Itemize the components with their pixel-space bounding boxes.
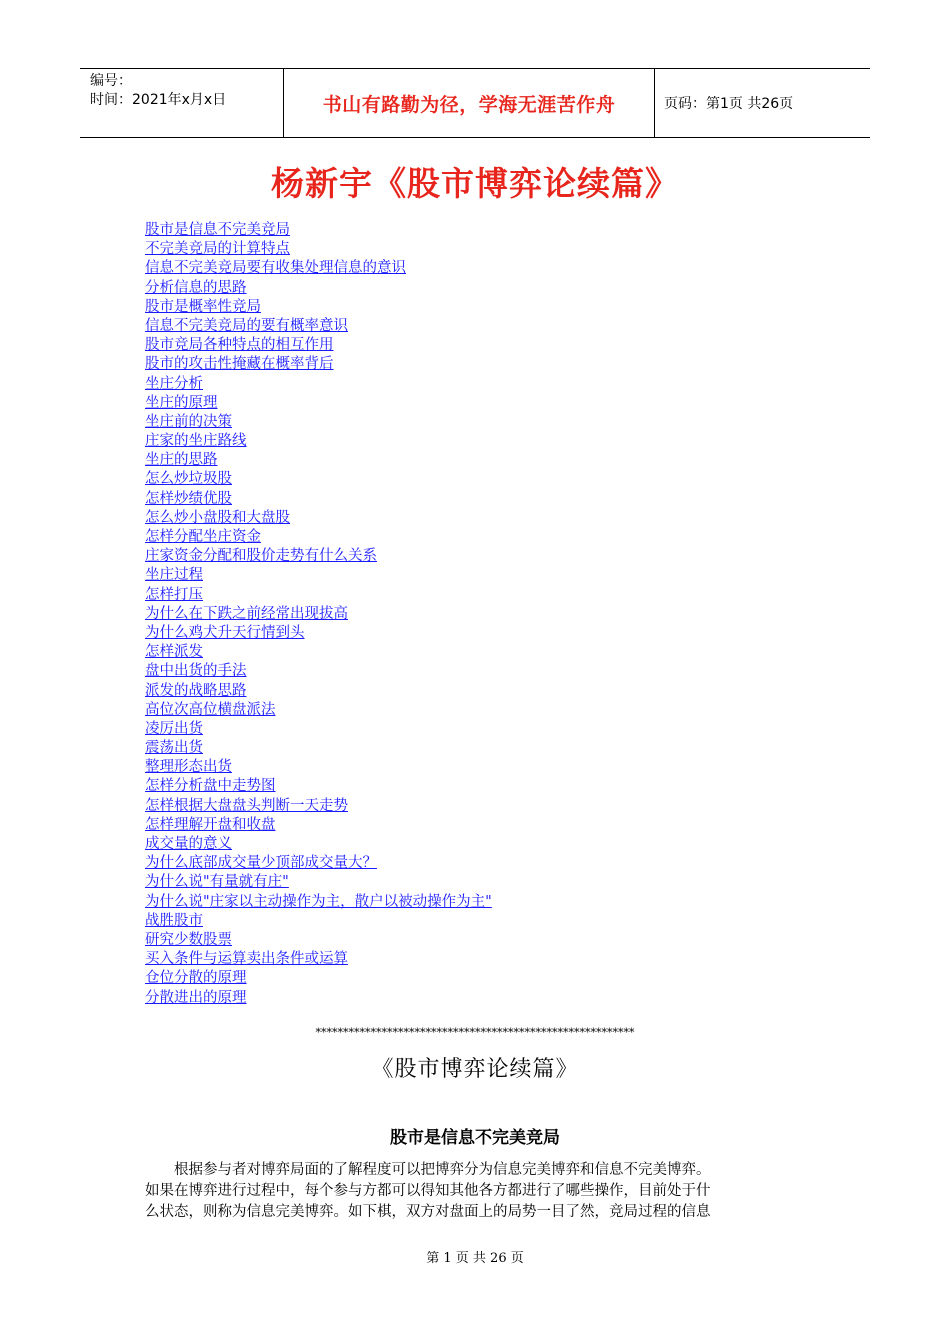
body-paragraph xyxy=(145,1160,801,1223)
toc-item xyxy=(145,720,492,739)
toc-link[interactable]: 怎样派发 xyxy=(145,644,203,661)
header-motto: 书山有路勤为径，学海无涯苦作舟 xyxy=(283,69,655,137)
toc-link[interactable]: 凌厉出货 xyxy=(145,720,203,737)
time-label: 时间：2021年x月x日 xyxy=(90,92,227,108)
toc-link[interactable]: 高位次高位横盘派法 xyxy=(145,701,276,718)
toc-item xyxy=(145,624,492,643)
toc-link[interactable]: 坐庄分析 xyxy=(145,375,203,392)
toc-link[interactable]: 为什么说"庄家以主动操作为主，散户以被动操作为主" xyxy=(145,893,492,910)
toc-link[interactable]: 分散进出的原理 xyxy=(145,989,247,1006)
separator-line: ********************************************************** xyxy=(315,1026,635,1039)
toc-item xyxy=(145,221,492,240)
toc-item xyxy=(145,259,492,278)
toc-item xyxy=(145,355,492,374)
toc-link[interactable]: 战胜股市 xyxy=(145,912,203,929)
document-title: 杨新宇《股市博弈论续篇》 xyxy=(271,164,679,203)
subtitle: 《股市博弈论续篇》 xyxy=(371,1057,579,1082)
toc-link[interactable]: 为什么说"有量就有庄" xyxy=(145,874,289,891)
toc-link[interactable]: 庄家的坐庄路线 xyxy=(145,433,247,450)
toc-item xyxy=(145,490,492,509)
toc-link[interactable]: 盘中出货的手法 xyxy=(145,663,247,680)
toc-item xyxy=(145,739,492,758)
toc-item xyxy=(145,240,492,259)
page-header xyxy=(80,68,870,138)
toc-link[interactable]: 怎样分析盘中走势图 xyxy=(145,778,276,795)
toc-link[interactable]: 坐庄前的决策 xyxy=(145,413,232,430)
toc-item xyxy=(145,893,492,912)
toc-item xyxy=(145,451,492,470)
toc-link[interactable]: 不完美竞局的计算特点 xyxy=(145,241,290,258)
toc-item xyxy=(145,413,492,432)
toc-link[interactable]: 股市是信息不完美竞局 xyxy=(145,222,290,238)
toc-link[interactable]: 仓位分散的原理 xyxy=(145,970,247,987)
toc-link[interactable]: 信息不完美竞局要有收集处理信息的意识 xyxy=(145,260,406,277)
toc-item xyxy=(145,509,492,528)
toc-item xyxy=(145,317,492,336)
toc-link[interactable]: 怎么炒小盘股和大盘股 xyxy=(145,509,290,526)
toc-item xyxy=(145,394,492,413)
paragraph-line: 根据参与者对博弈局面的了解程度可以把博弈分为信息完美博弈和信息不完美博弈。 xyxy=(174,1162,711,1178)
toc-link[interactable]: 成交量的意义 xyxy=(145,836,232,852)
paragraph-line: 如果在博弈进行过程中，每个参与方都可以得知其他各方都进行了哪些操作，目前处于什 xyxy=(145,1183,711,1199)
toc-item xyxy=(145,298,492,317)
toc-link[interactable]: 怎样打压 xyxy=(145,586,203,603)
toc-item xyxy=(145,777,492,796)
toc-link[interactable]: 为什么在下跌之前经常出现拔高 xyxy=(145,605,348,622)
header-meta xyxy=(80,69,283,137)
toc-item xyxy=(145,566,492,585)
toc-item xyxy=(145,375,492,394)
toc-item xyxy=(145,643,492,662)
toc-item xyxy=(145,586,492,605)
toc-item xyxy=(145,701,492,720)
toc-item xyxy=(145,432,492,451)
toc-item xyxy=(145,854,492,873)
toc-link[interactable]: 分析信息的思路 xyxy=(145,279,247,296)
toc-link[interactable]: 为什么鸡犬升天行情到头 xyxy=(145,624,305,641)
toc-item xyxy=(145,969,492,988)
toc-link[interactable]: 坐庄过程 xyxy=(145,567,203,584)
toc-link[interactable]: 为什么底部成交量少顶部成交量大？ xyxy=(145,855,377,872)
toc-link[interactable]: 股市竞局各种特点的相互作用 xyxy=(145,337,334,354)
toc-link[interactable]: 买入条件与运算卖出条件或运算 xyxy=(145,951,348,968)
toc-link[interactable]: 怎样理解开盘和收盘 xyxy=(145,816,276,833)
toc-link[interactable]: 派发的战略思路 xyxy=(145,682,247,699)
toc-item xyxy=(145,950,492,969)
toc-item xyxy=(145,279,492,298)
toc-item xyxy=(145,605,492,624)
paragraph-line: 么状态，则称为信息完美博弈。如下棋，双方对盘面上的局势一目了然，竞局过程的信息 xyxy=(145,1204,711,1220)
toc-link[interactable]: 信息不完美竞局的要有概率意识 xyxy=(145,317,348,334)
toc-item xyxy=(145,989,492,1008)
toc-link[interactable]: 庄家资金分配和股价走势有什么关系 xyxy=(145,548,377,565)
toc-item xyxy=(145,816,492,835)
toc-item xyxy=(145,797,492,816)
toc-link[interactable]: 研究少数股票 xyxy=(145,931,232,948)
toc-link[interactable]: 坐庄的思路 xyxy=(145,452,218,469)
toc-link[interactable]: 整理形态出货 xyxy=(145,759,232,776)
toc-link[interactable]: 怎样分配坐庄资金 xyxy=(145,529,261,545)
number-label: 编号： xyxy=(90,73,132,89)
toc-item xyxy=(145,528,492,547)
table-of-contents xyxy=(145,221,492,1008)
toc-item xyxy=(145,662,492,681)
toc-item xyxy=(145,835,492,854)
toc-link[interactable]: 怎么炒垃圾股 xyxy=(145,471,232,488)
toc-link[interactable]: 股市是概率性竞局 xyxy=(145,298,261,315)
toc-link[interactable]: 怎样根据大盘盘头判断一天走势 xyxy=(145,797,348,814)
toc-item xyxy=(145,873,492,892)
toc-link[interactable]: 怎样炒绩优股 xyxy=(145,490,232,507)
toc-link[interactable]: 坐庄的原理 xyxy=(145,394,218,411)
toc-item xyxy=(145,470,492,489)
toc-link[interactable]: 股市的攻击性掩藏在概率背后 xyxy=(145,356,334,373)
toc-item xyxy=(145,547,492,566)
header-page-info: 页码：第1页 共26页 xyxy=(664,96,794,112)
toc-item xyxy=(145,336,492,355)
section-heading: 股市是信息不完美竞局 xyxy=(390,1128,560,1148)
toc-item xyxy=(145,682,492,701)
toc-item xyxy=(145,758,492,777)
page-footer: 第 1 页 共 26 页 xyxy=(426,1251,524,1266)
toc-item xyxy=(145,912,492,931)
toc-item xyxy=(145,931,492,950)
toc-link[interactable]: 震荡出货 xyxy=(145,740,203,757)
